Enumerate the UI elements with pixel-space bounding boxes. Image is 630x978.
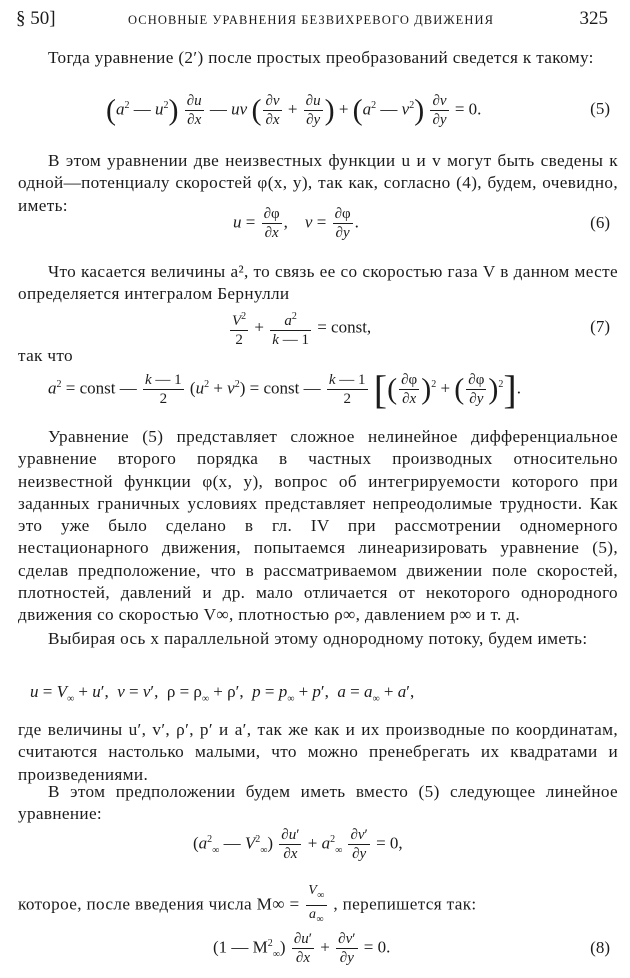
equation-8-number: (8) [590,938,610,957]
equation-linear-body: ($a^2_\infty$ — $V^2_\infty$) $\frac{\partial u'}{\partial x}$ + $a^2_\infty$ $\frac{\partial v'}{\partial y}$ = 0, [193,827,403,862]
paragraph-2: В этом уравнении две неизвестных функции u и v могут быть сведены к одной—потенциалу скоростей φ(x, y), так как, согласно (4), будем, очевидно, иметь: [18,151,618,215]
equation-6 [18,205,618,245]
equation-5-number: (5) [590,99,610,118]
equation-perturbations [18,682,618,708]
equation-linear [18,826,618,866]
running-title: ОСНОВНЫЕ УРАВНЕНИЯ БЕЗВИХРЕВОГО ДВИЖЕНИЯ [128,13,495,27]
equation-8 [18,930,618,970]
paragraph-7: где величины u′, v′, ρ′, p′ и a′, так же как и их производные по координатам, считаются настолько малыми, что можно пренебрегать их квадратами и произведениями. [18,720,618,784]
equation-5-body: ($a^2$ — $u^2$) $\frac{\partial u}{\partial x}$ — uv ( $\frac{\partial v}{\partial x}$ + $\frac{\partial u}{\partial y}$ ) + ($a^2$ — $v^2$) $\frac{\partial v}{\partial y}$ = 0. [106,93,482,128]
paragraph-9-end: , перепишется так: [333,894,477,914]
equation-5 [18,92,618,136]
equation-7 [18,308,618,348]
equation-bernoulli-expansion [18,366,618,412]
paragraph-9-start: которое, после введения числа M∞ = [18,894,300,914]
paragraph-5: Уравнение (5) представляет сложное нелинейное дифференциальное уравнение второго порядка в частных производных относительно неизвестной функции φ(x, y), вопрос об интегрируемости которого при заданных граничных условиях представляет непреодолимые трудности. Как это уже было сделано в гл. IV при рассмотрении одномерного нестационарного движения, попытаемся линеаризировать уравнение (5), сделав предположение, что в рассматриваемом движении поле скоростей, плотностей, давлений и др. мало отличается от некоторого однородного движения со скоростью V∞, плотностью ρ∞, давлением p∞ и т. д. [18,427,618,625]
equation-6-body: u = $\frac{\partial\varphi}{\partial x}$ , v = $\frac{\partial\varphi}{\partial y}$ . [233,206,359,241]
equation-7-body: $\frac{V^2}{2}$ + $\frac{a^2}{k — 1}$ = const, [228,308,371,349]
const-label: const [331,317,367,337]
equation-8-body: (1 — $M^2_\infty$) $\frac{\partial u'}{\partial x}$ + $\frac{\partial v'}{\partial y}$ = 0. [213,931,391,966]
paragraph-6: Выбирая ось x параллельной этому однородному потоку, будем иметь: [48,629,588,648]
page-number: 325 [579,8,608,29]
paragraph-1: Тогда уравнение (2′) после простых преобразований сведется к такому: [48,48,594,67]
paragraph-4: так что [18,346,73,365]
paragraph-9: которое, после введения числа M∞ = $\frac{V_\infty}{a_\infty}$ , перепишется так: [18,883,477,925]
equation-expansion-body: $a^2$ = const — $\frac{k — 1}{2}$ $(u^2 + v^2)$ = const — $\frac{k — 1}{2}$ [( $\frac{\partial\varphi}{\partial x}$ )$^2$ + ( $\frac{\partial\varphi}{\partial y}$ )$^2$]. [48,367,521,412]
equation-6-number: (6) [590,213,610,232]
paragraph-3: Что касается величины a², то связь ее со скоростью газа V в данном месте определяется интегралом Бернулли [18,262,618,304]
section-reference: § 50] [16,8,56,29]
equation-7-number: (7) [590,317,610,336]
paragraph-8: В этом предположении будем иметь вместо (5) следующее линейное уравнение: [18,782,618,824]
equation-perturbations-body: $u = V_\infty + u'$, v = v′, $\rho = \rho_\infty + \rho'$, $p = p_\infty + p'$, $a = a_\infty + a'$, [30,682,415,705]
